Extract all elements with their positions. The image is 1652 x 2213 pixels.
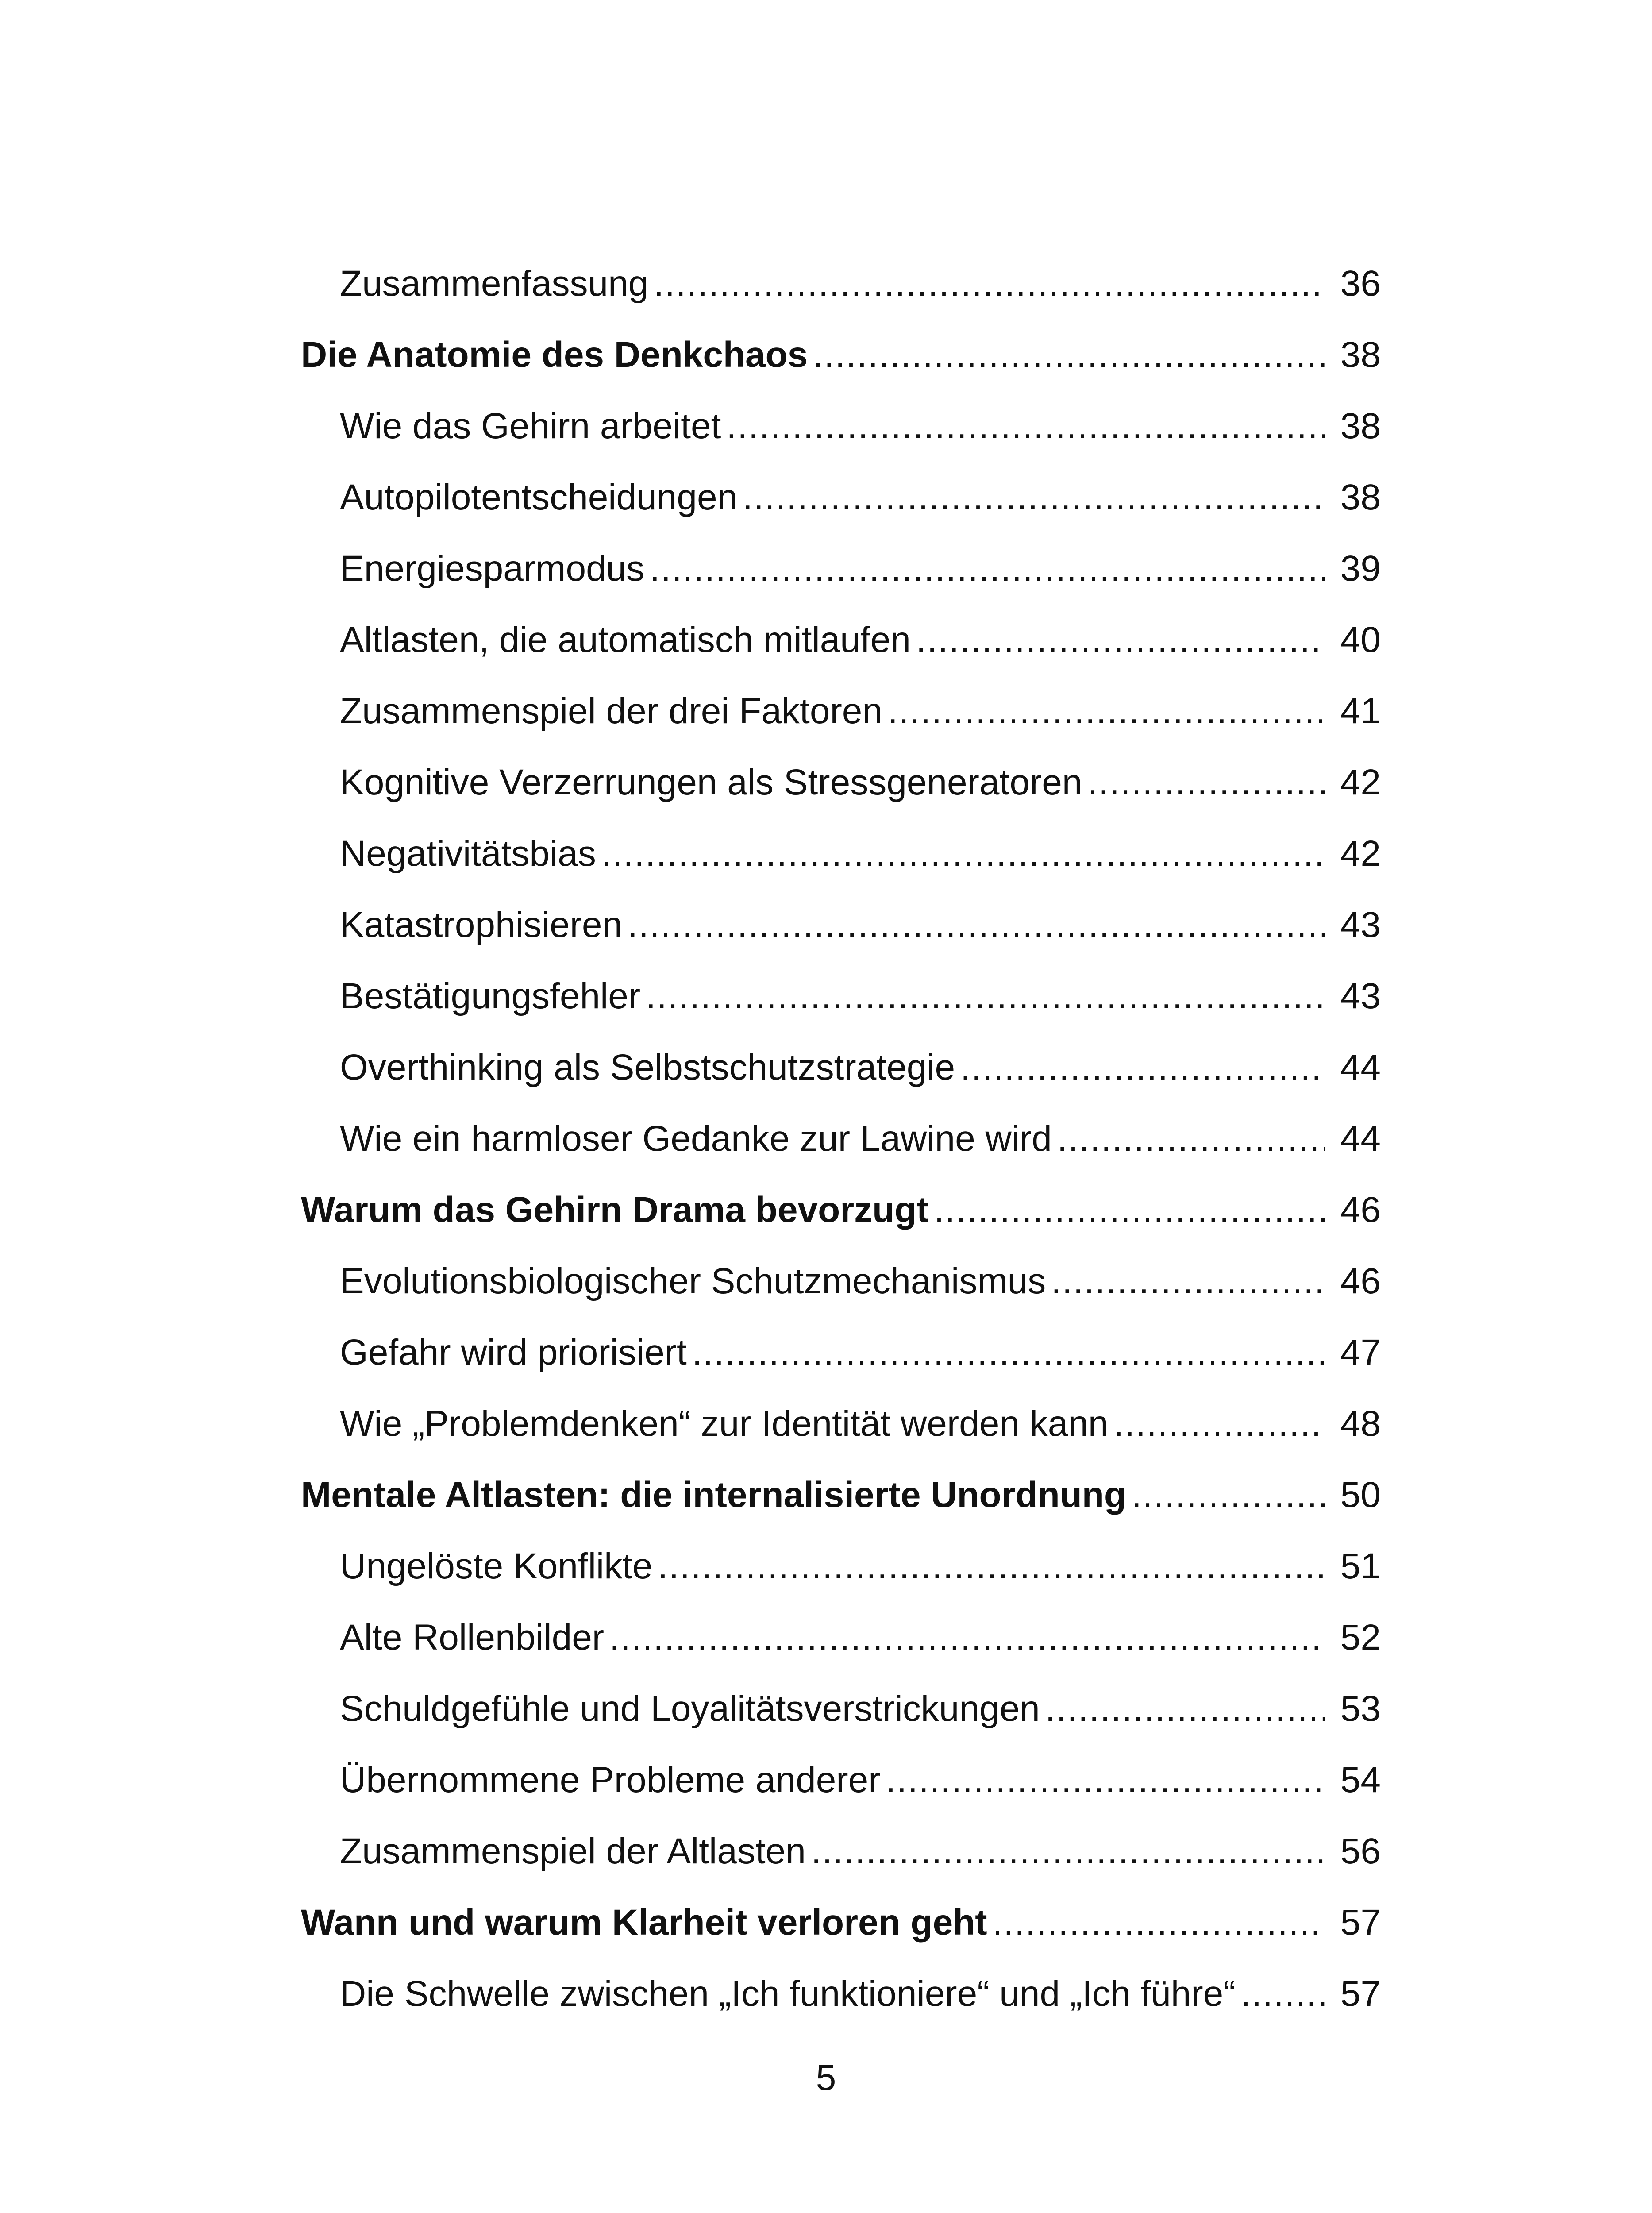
toc-entry-page: 51 bbox=[1340, 1546, 1381, 1586]
toc-entry-page: 38 bbox=[1340, 477, 1381, 517]
toc-chapter-title: Warum das Gehirn Drama bevorzugt bbox=[301, 1190, 929, 1230]
toc-entry-title: Die Schwelle zwischen „Ich funktioniere“ und „Ich führe“ bbox=[340, 1974, 1236, 2014]
toc-entry-page: 36 bbox=[1340, 263, 1381, 304]
toc-entry[interactable] bbox=[301, 747, 1381, 818]
toc-entry-page: 38 bbox=[1340, 335, 1381, 375]
toc-dot-leader bbox=[692, 1317, 1325, 1388]
toc-entry-title: Alte Rollenbilder bbox=[340, 1617, 605, 1658]
toc-dot-leader bbox=[1241, 1958, 1325, 2029]
page-number: 5 bbox=[816, 2058, 836, 2098]
toc-chapter-entry[interactable] bbox=[301, 1887, 1381, 1958]
toc-entry-page: 38 bbox=[1340, 406, 1381, 446]
toc-dot-leader bbox=[811, 1816, 1325, 1887]
toc-entry-page: 44 bbox=[1340, 1047, 1381, 1087]
toc-entry-title: Zusammenfassung bbox=[340, 263, 649, 304]
toc-entry-page: 56 bbox=[1340, 1831, 1381, 1871]
toc-entry[interactable] bbox=[301, 1032, 1381, 1103]
toc-dot-leader bbox=[886, 1744, 1325, 1816]
toc-dot-leader bbox=[916, 604, 1325, 675]
toc-entry[interactable] bbox=[301, 1673, 1381, 1744]
toc-entry-page: 54 bbox=[1340, 1760, 1381, 1800]
toc-entry-page: 57 bbox=[1340, 1902, 1381, 1943]
toc-entry[interactable] bbox=[301, 1388, 1381, 1459]
toc-dot-leader bbox=[1132, 1459, 1325, 1531]
toc-dot-leader bbox=[654, 248, 1325, 319]
toc-entry[interactable] bbox=[301, 1958, 1381, 2029]
toc-entry-title: Overthinking als Selbstschutzstrategie bbox=[340, 1047, 955, 1087]
toc-entry-page: 42 bbox=[1340, 833, 1381, 874]
toc-dot-leader bbox=[813, 319, 1325, 390]
toc-entry-page: 48 bbox=[1340, 1403, 1381, 1444]
toc-entry-title: Zusammenspiel der Altlasten bbox=[340, 1831, 806, 1871]
toc-entry-page: 50 bbox=[1340, 1475, 1381, 1515]
toc-entry[interactable] bbox=[301, 1245, 1381, 1317]
toc-entry[interactable] bbox=[301, 604, 1381, 675]
toc-chapter-title: Die Anatomie des Denkchaos bbox=[301, 335, 808, 375]
toc-entry[interactable] bbox=[301, 818, 1381, 889]
toc-entry-page: 39 bbox=[1340, 548, 1381, 589]
toc-entry-title: Energiesparmodus bbox=[340, 548, 645, 589]
toc-dot-leader bbox=[650, 533, 1325, 604]
toc-entry-title: Schuldgefühle und Loyalitätsverstrickungen bbox=[340, 1689, 1040, 1729]
toc-entry[interactable] bbox=[301, 462, 1381, 533]
toc-entry-title: Katastrophisieren bbox=[340, 905, 623, 945]
toc-entry[interactable] bbox=[301, 533, 1381, 604]
table-of-contents bbox=[301, 248, 1381, 2029]
toc-entry-page: 44 bbox=[1340, 1118, 1381, 1159]
toc-dot-leader bbox=[1045, 1673, 1325, 1744]
toc-entry-title: Ungelöste Konflikte bbox=[340, 1546, 653, 1586]
toc-entry-title: Kognitive Verzerrungen als Stressgeneratoren bbox=[340, 762, 1082, 802]
toc-entry-page: 46 bbox=[1340, 1261, 1381, 1301]
toc-entry-page: 40 bbox=[1340, 620, 1381, 660]
toc-dot-leader bbox=[993, 1887, 1325, 1958]
toc-entry-title: Gefahr wird priorisiert bbox=[340, 1332, 687, 1373]
toc-entry-title: Wie „Problemdenken“ zur Identität werden kann bbox=[340, 1403, 1109, 1444]
toc-dot-leader bbox=[658, 1531, 1325, 1602]
toc-entry-title: Wie das Gehirn arbeitet bbox=[340, 406, 721, 446]
toc-dot-leader bbox=[601, 818, 1325, 889]
toc-entry-page: 42 bbox=[1340, 762, 1381, 802]
toc-dot-leader bbox=[609, 1602, 1325, 1673]
toc-entry[interactable] bbox=[301, 248, 1381, 319]
toc-entry[interactable] bbox=[301, 889, 1381, 960]
toc-entry-page: 43 bbox=[1340, 976, 1381, 1016]
toc-dot-leader bbox=[934, 1174, 1325, 1245]
toc-dot-leader bbox=[1051, 1245, 1325, 1317]
toc-entry-page: 43 bbox=[1340, 905, 1381, 945]
toc-entry[interactable] bbox=[301, 1103, 1381, 1174]
toc-entry[interactable] bbox=[301, 1317, 1381, 1388]
toc-dot-leader bbox=[888, 675, 1325, 747]
toc-entry-title: Übernommene Probleme anderer bbox=[340, 1760, 881, 1800]
toc-entry[interactable] bbox=[301, 1744, 1381, 1816]
toc-entry-title: Wie ein harmloser Gedanke zur Lawine wird bbox=[340, 1118, 1052, 1159]
toc-dot-leader bbox=[1087, 747, 1325, 818]
toc-dot-leader bbox=[628, 889, 1325, 960]
toc-dot-leader bbox=[646, 960, 1325, 1032]
toc-dot-leader bbox=[960, 1032, 1325, 1103]
toc-entry-title: Evolutionsbiologischer Schutzmechanismus bbox=[340, 1261, 1046, 1301]
toc-chapter-title: Mentale Altlasten: die internalisierte Unordnung bbox=[301, 1475, 1126, 1515]
toc-chapter-entry[interactable] bbox=[301, 319, 1381, 390]
toc-entry-page: 57 bbox=[1340, 1974, 1381, 2014]
toc-entry-page: 52 bbox=[1340, 1617, 1381, 1658]
toc-entry[interactable] bbox=[301, 1602, 1381, 1673]
toc-entry-page: 47 bbox=[1340, 1332, 1381, 1373]
toc-entry-title: Negativitätsbias bbox=[340, 833, 596, 874]
toc-entry[interactable] bbox=[301, 1816, 1381, 1887]
toc-chapter-entry[interactable] bbox=[301, 1459, 1381, 1531]
toc-chapter-title: Wann und warum Klarheit verloren geht bbox=[301, 1902, 987, 1943]
toc-entry[interactable] bbox=[301, 675, 1381, 747]
toc-entry-page: 41 bbox=[1340, 691, 1381, 731]
toc-entry-title: Zusammenspiel der drei Faktoren bbox=[340, 691, 882, 731]
toc-entry[interactable] bbox=[301, 1531, 1381, 1602]
toc-entry-title: Bestätigungsfehler bbox=[340, 976, 641, 1016]
toc-dot-leader bbox=[1114, 1388, 1325, 1459]
toc-dot-leader bbox=[726, 390, 1325, 462]
toc-dot-leader bbox=[1057, 1103, 1325, 1174]
toc-dot-leader bbox=[743, 462, 1325, 533]
toc-entry[interactable] bbox=[301, 390, 1381, 462]
toc-entry-title: Altlasten, die automatisch mitlaufen bbox=[340, 620, 911, 660]
toc-entry-title: Autopilotentscheidungen bbox=[340, 477, 738, 517]
toc-entry[interactable] bbox=[301, 960, 1381, 1032]
toc-entry-page: 53 bbox=[1340, 1689, 1381, 1729]
toc-entry-page: 46 bbox=[1340, 1190, 1381, 1230]
toc-chapter-entry[interactable] bbox=[301, 1174, 1381, 1245]
